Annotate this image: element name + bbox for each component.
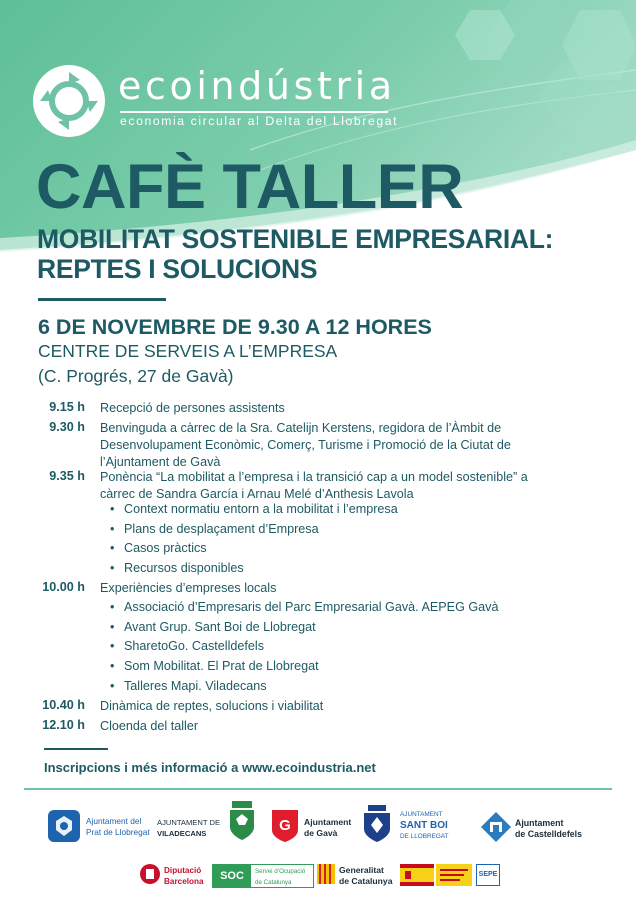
talk-topic-label: Context normatiu entorn a la mobilitat i l’empresa (124, 502, 398, 516)
company-item (110, 659, 319, 673)
bullet-icon: • (110, 600, 115, 614)
bullet-icon: • (110, 679, 115, 693)
programme-time: 9.35 h (49, 469, 85, 483)
programme-time: 12.10 h (42, 718, 85, 732)
section-divider (38, 298, 166, 301)
event-address: (C. Progrés, 27 de Gavà) (38, 366, 234, 386)
company-label: Avant Grup. Sant Boi de Llobregat (124, 620, 316, 634)
ecoindustria-logo-icon (30, 62, 108, 140)
company-item (110, 600, 498, 614)
programme-line: càrrec de Sandra García i Arnau Melé d’Anthesis Lavola (100, 487, 414, 501)
logo-text: Prat de Llobregat (86, 827, 150, 837)
crest-emblem (228, 801, 258, 841)
bullet-icon: • (110, 541, 115, 555)
svg-text:G: G (279, 817, 291, 834)
programme-line: Dinàmica de reptes, solucions i viabilitat (100, 699, 324, 713)
event-subtitle (37, 224, 553, 284)
bullet-icon: • (110, 620, 115, 634)
company-label: Talleres Mapi. Viladecans (124, 679, 267, 693)
gava-emblem-icon (272, 810, 298, 842)
programme-line: Recepció de persones assistents (100, 401, 285, 415)
programme-line: l’Ajuntament de Gavà (100, 455, 221, 469)
programme-description (100, 420, 600, 471)
logo-viladecans (157, 817, 225, 839)
castelldefels-emblem-icon (481, 812, 511, 842)
logo-text: AJUNTAMENT DE (157, 818, 221, 827)
logo-text: Barcelona (164, 877, 204, 886)
bullet-icon: • (110, 639, 115, 653)
brand-tagline: economia circular al Delta del Llobregat (120, 114, 399, 128)
spain-government-emblem-icon (400, 864, 474, 886)
logo-text: SANT BOI (400, 820, 448, 831)
bullet-icon: • (110, 502, 115, 516)
logo-soc (212, 864, 314, 888)
subtitle-line: REPTES I SOLUCIONS (37, 254, 318, 284)
logo-text: de Gavà (304, 828, 338, 838)
logo-text: de Catalunya (255, 879, 292, 886)
programme-time: 9.30 h (49, 420, 85, 434)
talk-topic (110, 502, 398, 516)
talk-topic-label: Plans de desplaçament d’Empresa (124, 522, 319, 536)
company-label: Associació d’Empresaris del Parc Empresarial Gavà. AEPEG Gavà (124, 600, 499, 614)
company-item (110, 639, 264, 653)
logo-text: Ajuntament (515, 818, 564, 828)
logo-text: Generalitat (339, 865, 384, 875)
logo-prat (48, 810, 153, 844)
logo-text: AJUNTAMENT (400, 811, 443, 818)
footer-divider (24, 788, 612, 790)
programme-description (100, 469, 600, 503)
talk-topic (110, 561, 244, 575)
generalitat-emblem-icon (317, 864, 335, 884)
brand-name: ecoindústria (118, 64, 396, 108)
logo-text: Servei d’Ocupació (255, 868, 306, 875)
event-venue: CENTRE DE SERVEIS A L’EMPRESA (38, 341, 338, 361)
talk-topic-label: Casos pràctics (124, 541, 207, 555)
programme-description (100, 718, 600, 735)
logo-text: SEPE (476, 864, 500, 886)
info-divider (44, 748, 108, 750)
logo-castelldefels (481, 812, 593, 844)
company-label: SharetoGo. Castelldefels (124, 639, 265, 653)
logo-text: VILADECANS (157, 829, 207, 838)
bullet-icon: • (110, 522, 115, 536)
logo-text: SOC (213, 865, 251, 887)
event-date: 6 DE NOVEMBRE DE 9.30 A 12 HORES (38, 315, 432, 339)
programme-time: 10.40 h (42, 698, 85, 712)
santboi-emblem-icon (362, 805, 392, 843)
registration-info[interactable]: Inscripcions i més informació a www.ecoindustria.net (44, 760, 376, 775)
logo-diputacio (140, 864, 206, 886)
event-title: CAFÈ TALLER (36, 152, 464, 222)
company-label: Som Mobilitat. El Prat de Llobregat (124, 659, 319, 673)
logo-gava (272, 810, 352, 844)
programme-line: Cloenda del taller (100, 719, 199, 733)
talk-topic (110, 541, 207, 555)
programme-line: Benvinguda a càrrec de la Sra. Catelijn Kerstens, regidora de l’Àmbit de (100, 421, 502, 435)
prat-emblem-icon (48, 810, 80, 842)
company-item (110, 620, 316, 634)
crest-icon (228, 801, 256, 841)
programme-line: Desenvolupament Econòmic, Comerç, Turisme i Promoció de la Ciutat de (100, 438, 511, 452)
bullet-icon: • (110, 659, 115, 673)
logo-text: Diputació (164, 866, 202, 875)
subtitle-line: MOBILITAT SOSTENIBLE EMPRESARIAL: (37, 224, 554, 254)
company-item (110, 679, 267, 693)
logo-santboi (362, 805, 462, 845)
logo-text: DE LLOBREGAT (400, 833, 449, 840)
programme-line: Ponència “La mobilitat a l’empresa i la transició cap a un model sostenible” a (100, 470, 528, 484)
programme-description (100, 580, 600, 597)
brand-divider (120, 111, 388, 113)
programme-time: 10.00 h (42, 580, 85, 594)
logo-text: Ajuntament (304, 817, 352, 827)
logo-generalitat (317, 864, 395, 886)
programme-line: Experiències d’empreses locals (100, 581, 277, 595)
programme-description (100, 698, 600, 715)
logo-text: Ajuntament del (86, 816, 142, 826)
logo-government-spain (400, 864, 500, 886)
programme-time: 9.15 h (49, 400, 85, 414)
bullet-icon: • (110, 561, 115, 575)
talk-topic-label: Recursos disponibles (124, 561, 244, 575)
logo-text: de Castelldefels (515, 829, 582, 839)
talk-topic (110, 522, 319, 536)
logo-text: de Catalunya (339, 876, 393, 886)
diputacio-emblem-icon (140, 864, 160, 884)
programme-description (100, 400, 600, 417)
